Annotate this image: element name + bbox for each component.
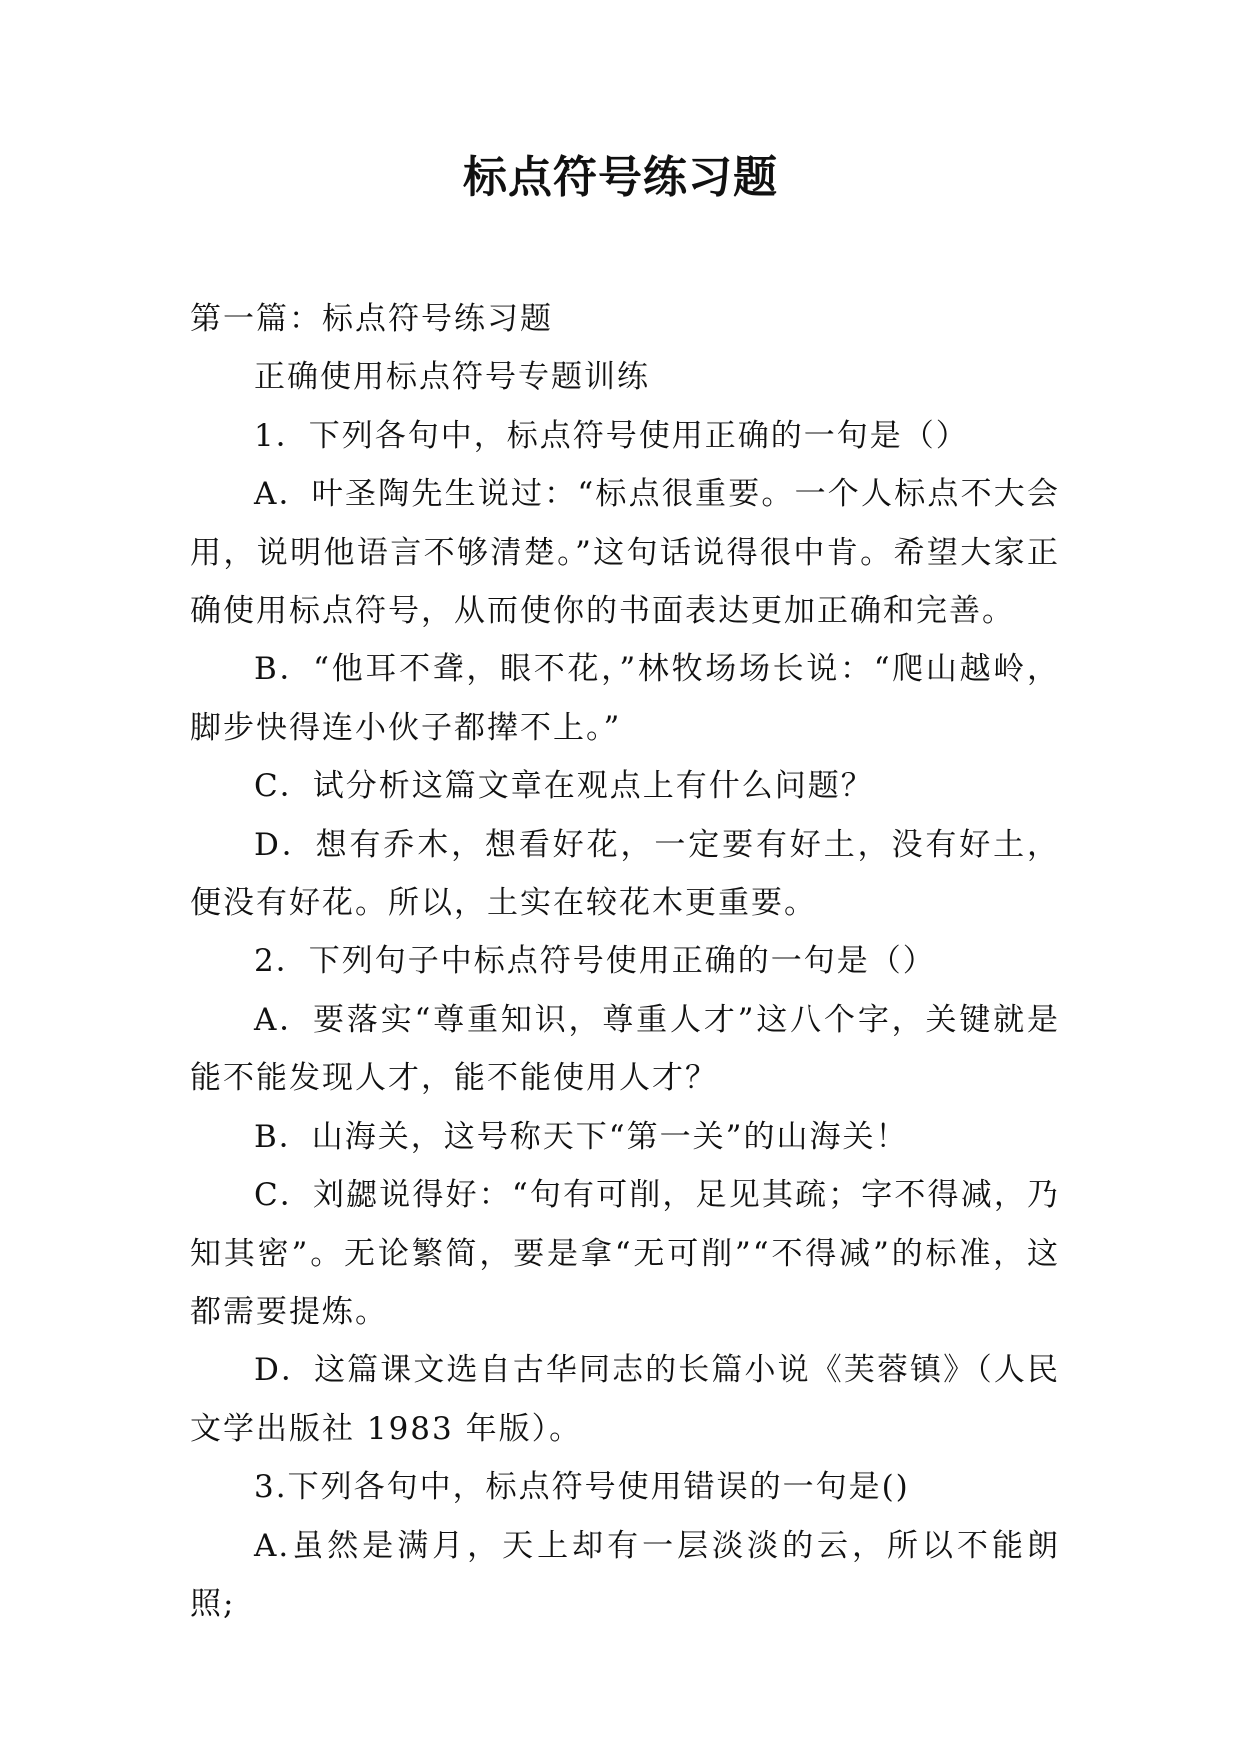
- question-2-option-b: B．山海关，这号称天下“第一关”的山海关！: [254, 1118, 909, 1155]
- question-2: 2．下列句子中标点符号使用正确的一句是（）: [254, 943, 936, 980]
- question-2-option-d: D．这篇课文选自古华同志的长篇小说《芙蓉镇》（人民文学出版社 1983 年版）。: [190, 1352, 1060, 1447]
- question-1-option-b: B．“他耳不聋，眼不花，”林牧场场长说：“爬山越岭，脚步快得连小伙子都撵不上。”: [190, 651, 1060, 746]
- question-1-option-c: C．试分析这篇文章在观点上有什么问题？: [254, 768, 874, 805]
- question-2-option-c: C．刘勰说得好：“句有可削，足见其疏；字不得减，乃知其密”。无论繁简，要是拿“无可削”“不得减”的标准，这都需要提炼。: [190, 1177, 1060, 1330]
- question-3-option-a: A.虽然是满月，天上却有一层淡淡的云，所以不能朗照;: [190, 1527, 1060, 1622]
- question-1-option-d: D．想有乔木，想看好花，一定要有好土，没有好土，便没有好花。所以，土实在较花木更重要。: [190, 826, 1060, 922]
- question-1-option-a: A．叶圣陶先生说过：“标点很重要。一个人标点不大会用，说明他语言不够清楚。”这句话说得很中肯。希望大家正确使用标点符号，从而使你的书面表达更加正确和完善。: [190, 476, 1060, 630]
- question-1: 1．下列各句中，标点符号使用正确的一句是（）: [254, 417, 969, 454]
- subtitle-paragraph: 正确使用标点符号专题训练: [254, 359, 650, 396]
- document-title: 标点符号练习题: [463, 152, 778, 203]
- question-2-option-a: A．要落实“尊重知识，尊重人才”这八个字，关键就是能不能发现人才，能不能使用人才？: [190, 1001, 1060, 1097]
- document-body: [190, 290, 1060, 1633]
- question-3: 3.下列各句中，标点符号使用错误的一句是(): [254, 1469, 910, 1506]
- section-heading: 第一篇：标点符号练习题: [190, 301, 553, 337]
